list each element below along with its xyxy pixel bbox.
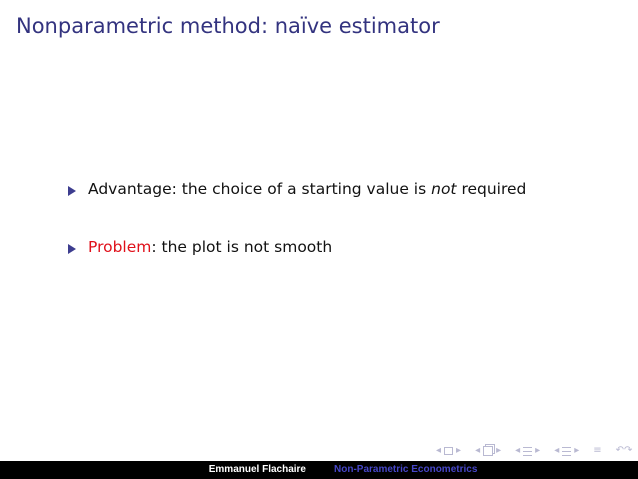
triangle-bullet-icon bbox=[68, 186, 76, 196]
bullet-item-advantage bbox=[68, 180, 628, 204]
footer-title: Non-Parametric Econometrics bbox=[318, 461, 638, 479]
bullet-text-part: Advantage: the choice of a starting value is bbox=[88, 180, 432, 198]
nav-right-arrow-icon[interactable]: ▸ bbox=[535, 445, 541, 456]
footer-bar bbox=[0, 461, 638, 479]
bullet-text-part: required bbox=[456, 180, 527, 198]
nav-right-arrow-icon[interactable]: ▸ bbox=[496, 445, 502, 456]
bullet-list bbox=[68, 180, 628, 296]
emphasis-text: not bbox=[431, 180, 457, 198]
equiv-icon[interactable]: ≡ bbox=[593, 445, 602, 456]
nav-right-arrow-icon[interactable]: ▸ bbox=[574, 445, 580, 456]
bullet-text bbox=[88, 180, 526, 198]
triangle-bullet-icon bbox=[68, 244, 76, 254]
nav-left-arrow-icon[interactable]: ◂ bbox=[475, 445, 481, 456]
frame-title: Nonparametric method: naïve estimator bbox=[16, 14, 440, 38]
frame-box-icon[interactable] bbox=[444, 447, 453, 455]
loop-search-icon[interactable]: ↶↷ bbox=[615, 445, 633, 456]
bullet-text bbox=[88, 238, 332, 256]
bullet-text-part: : the plot is not smooth bbox=[151, 238, 333, 256]
alert-text: Problem bbox=[88, 238, 152, 256]
nav-left-arrow-icon[interactable]: ◂ bbox=[515, 445, 521, 456]
beamer-navigation bbox=[436, 444, 632, 458]
footer-author: Emmanuel Flachaire bbox=[0, 461, 318, 479]
nav-left-arrow-icon[interactable]: ◂ bbox=[436, 445, 442, 456]
bullet-item-problem bbox=[68, 238, 628, 262]
nav-left-arrow-icon[interactable]: ◂ bbox=[554, 445, 560, 456]
subsection-icon[interactable] bbox=[483, 446, 493, 456]
section-lines-icon[interactable] bbox=[562, 447, 571, 456]
section-lines-icon[interactable] bbox=[523, 447, 532, 456]
nav-right-arrow-icon[interactable]: ▸ bbox=[456, 445, 462, 456]
